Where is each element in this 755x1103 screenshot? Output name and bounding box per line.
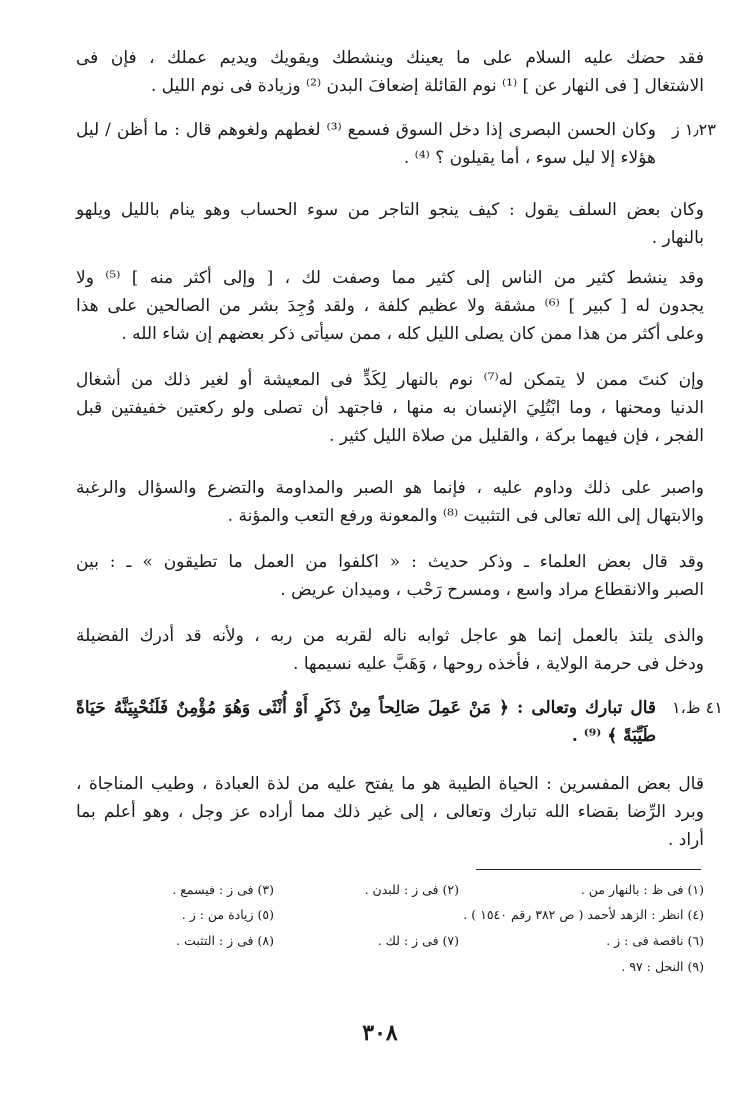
footnote: (٥) زيادة من : ز .	[181, 907, 274, 922]
footnote-divider	[476, 869, 701, 870]
text-line: وكان بعض السلف يقول : كيف ينجو التاجر من سوء الحساب وهو ينام بالليل ويلهو	[76, 200, 704, 220]
text-line: ودخل فى حرمة الولاية ، فأخذه روحها ، وَهَبَّ عليه نسيمها .	[293, 654, 704, 674]
paragraph	[76, 694, 656, 750]
footnote: (٦) ناقصة فى : ز .	[606, 933, 704, 948]
footnote: (٤) انظر : الزهد لأحمد ( ص ٣٨٢ رقم ١٥٤٠ ) .	[463, 907, 704, 922]
text-line: الاشتغال [ فى النهار عن ] ⁽¹⁾ نوم القائلة إضعافَ البدن ⁽²⁾ وزيادة فى نوم الليل .	[150, 76, 704, 96]
footnote-row	[76, 929, 704, 953]
paragraph	[76, 116, 656, 172]
margin-reference: ١٫٢٣ ز	[672, 120, 716, 139]
footnote-row	[76, 878, 704, 902]
text-line: هؤلاء إلا ليل سوء ، أما يقيلون ؟ ⁽⁴⁾ .	[403, 148, 656, 168]
paragraph	[76, 196, 704, 252]
footnote: (٩) النحل : ٩٧ .	[621, 959, 704, 974]
footnote: (٧) فى ز : لك .	[377, 933, 459, 948]
footnote: (١) فى ظ : بالنهار من .	[580, 882, 704, 897]
footnote-row	[76, 903, 704, 927]
text-line: قال بعض المفسرين : الحياة الطيبة هو ما يفتح عليه من لذة العبادة ، وطيب المناجاة ،	[76, 774, 704, 794]
text-line: فقد حضك عليه السلام على ما يعينك وينشطك ويقويك ويديم عملك ، فإن فى	[76, 48, 704, 68]
text-line: وبرد الرِّضا بقضاء الله تبارك وتعالى ، إلى غير ذلك مما أراده عز وجل ، وهو أعلم بما	[76, 802, 704, 822]
footnote: (٣) فى ز : فيسمع .	[172, 882, 274, 897]
text-line: وكان الحسن البصرى إذا دخل السوق فسمع ⁽³⁾ لغطهم ولغوهم قال : ما أظن / ليل	[76, 120, 656, 140]
paragraph	[76, 264, 704, 348]
footnote: (٢) فى ز : للبدن .	[364, 882, 459, 897]
page-number: ٣٠٨	[362, 1020, 398, 1046]
text-line: يجدون له [ كبير ] ⁽⁶⁾ مشقة ولا عظيم كلفة ، ولقد وُجِدَ بشر من الصالحين على هذا	[76, 296, 704, 316]
text-line: وعلى أكثر من هذا ممن كان يصلى الليل كله ، ممن سيأتى ذكر بعضهم إن شاء الله .	[121, 324, 704, 344]
text-line: واصبر على ذلك وداوم عليه ، فإنما هو الصبر والمداومة والتضرع والسؤال والرغبة	[76, 478, 704, 498]
footnote-row	[76, 955, 704, 979]
text-line: الصبر والانقطاع مراد واسع ، ومسرح رَحْب ، وميدان عريض .	[280, 580, 704, 600]
paragraph	[76, 548, 704, 604]
text-line: الدنيا ومحنها ، وما ابْتُلِيَ الإنسان به منها ، فاجتهد أن تصلى ولو ركعتين خفيفتين قبل	[76, 398, 704, 418]
footnote: (٨) فى ز : التثبت .	[176, 933, 274, 948]
text-line: أراد .	[667, 830, 704, 850]
paragraph	[76, 474, 704, 530]
paragraph	[76, 44, 704, 100]
text-line: الفجر ، فإن فيهما بركة ، والقليل من صلاة الليل كثير .	[328, 426, 704, 446]
text-line: بالنهار .	[651, 228, 704, 248]
paragraph	[76, 366, 704, 450]
paragraph	[76, 622, 704, 678]
quran-verse-line: قال تبارك وتعالى : ﴿ مَنْ عَمِلَ صَالِحاً مِنْ ذَكَرٍ أَوْ أُنْثَى وَهُوَ مُؤْمِنٌ فَلَنُحْيِيَنَّهُ حَيَاةً	[76, 698, 656, 718]
quran-verse-line: طَيِّبَةً ﴾ ⁽⁹⁾ .	[571, 726, 656, 746]
text-line: وقد قال بعض العلماء ـ وذكر حديث : « اكلفوا من العمل ما تطيقون » ـ : بين	[76, 552, 704, 572]
text-line: وإن كنتَ ممن لا يتمكن له⁽⁷⁾ نوم بالنهار لِكَدٍّ فى المعيشة أو لغير ذلك من أشغال	[76, 370, 704, 390]
margin-reference: ٤١ ظ،١	[672, 698, 723, 717]
text-line: وقد ينشط كثير من الناس إلى كثير مما وصفت لك ، [ وإلى أكثر منه ] ⁽⁵⁾ ولا	[76, 268, 704, 288]
text-line: والذى يلتذ بالعمل إنما هو عاجل ثوابه ناله لقربه من ربه ، ولأنه قد أدرك الفضيلة	[76, 626, 704, 646]
paragraph	[76, 770, 704, 854]
text-line: والابتهال إلى الله تعالى فى التثبيت ⁽⁸⁾ والمعونة ورفع التعب والمؤنة .	[227, 506, 704, 526]
